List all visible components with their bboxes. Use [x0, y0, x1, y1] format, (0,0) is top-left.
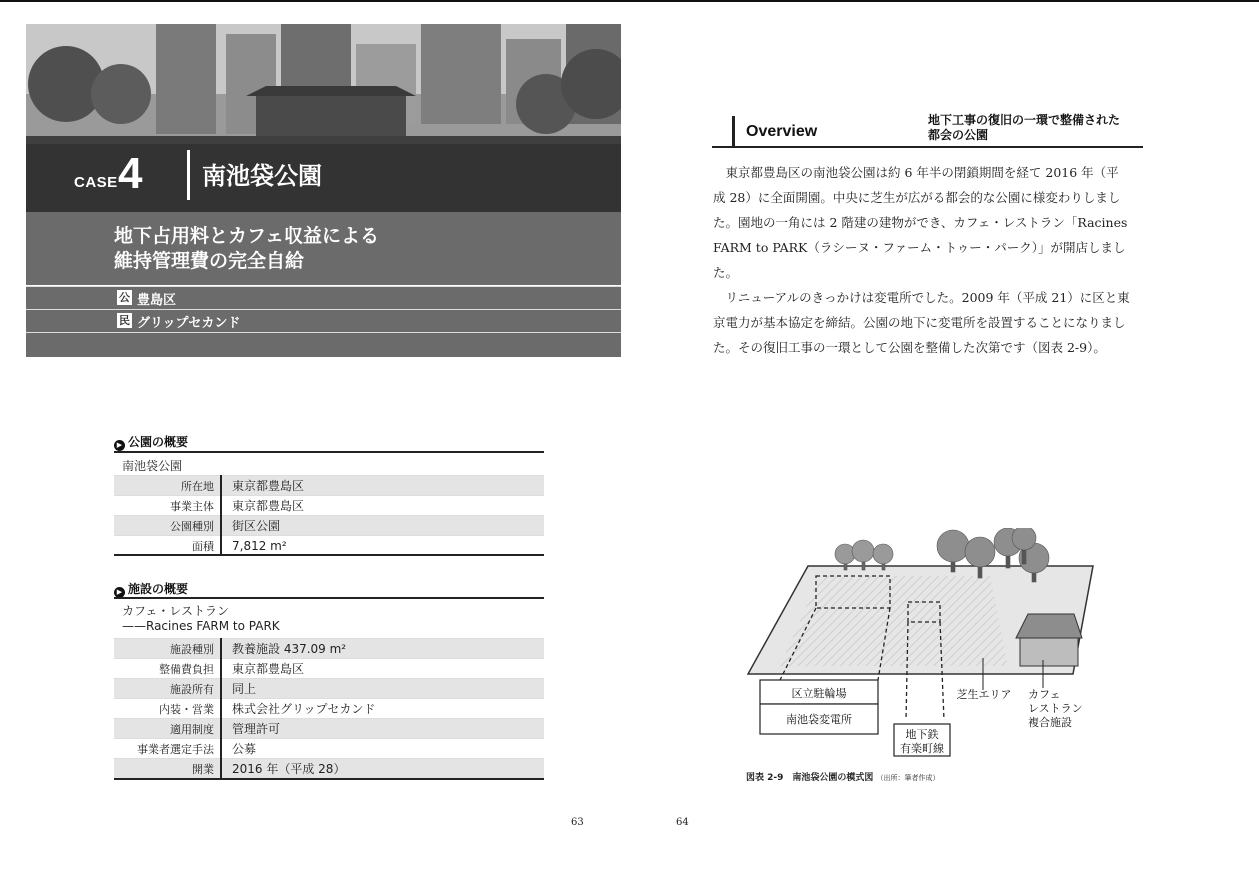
text-line: リニューアルのきっかけは変電所でした。2009 年（平成 21）に区と東: [713, 290, 1130, 305]
text-line: た。その復旧工事の一環として公園を整備した次第です（図表 2-9）。: [713, 340, 1106, 355]
private-sector-name: グリップセカンド: [137, 316, 241, 331]
text-line: 成 28）に全面開園。中央に芝生が広がる都会的な公園に様変わりしまし: [713, 190, 1121, 205]
table-row: [114, 496, 544, 516]
subtitle-line: 維持管理費の完全自給: [114, 250, 305, 272]
lawn-area: [780, 576, 1008, 666]
play-arrow-icon: ▶: [114, 440, 125, 451]
heading-text: 公園の概要: [128, 435, 189, 449]
row-value: 2016 年（平成 28）: [221, 759, 544, 779]
row-key: 施設所有: [114, 679, 221, 699]
heading-text: 施設の概要: [128, 582, 189, 596]
text-line: 東京都豊島区の南池袋公園は約 6 年半の閉鎖期間を経て 2016 年（平: [713, 165, 1119, 180]
label-parking: 区立駐輪場: [791, 687, 847, 700]
row-value: 教養施設 437.09 m²: [221, 639, 544, 659]
row-key: 事業者選定手法: [114, 739, 221, 759]
table-row: [114, 699, 544, 719]
caption-source: （出所：筆者作成）: [876, 774, 940, 782]
public-icon: 公: [119, 291, 130, 304]
overview-bar: [732, 116, 735, 147]
rule: [114, 597, 544, 599]
row-key: 開業: [114, 759, 221, 779]
paragraph-2: [713, 285, 1143, 360]
case-label: CASE: [74, 174, 118, 191]
row-key: 適用制度: [114, 719, 221, 739]
top-border: [0, 0, 1259, 2]
label-subway-1: 地下鉄: [905, 728, 939, 741]
row-value: 7,812 m²: [221, 536, 544, 556]
page-number-left: 63: [571, 817, 584, 828]
text-line: た。園地の一角には 2 階建の建物ができ、カフェ・レストラン「Racines: [713, 215, 1128, 230]
subtitle-line: 地下占用料とカフェ収益による: [114, 225, 380, 247]
header-bottom-band: [26, 332, 621, 357]
rule: [114, 451, 544, 453]
park-name: 南池袋公園: [122, 459, 183, 473]
row-key: 公園種別: [114, 516, 221, 536]
park-overview-heading: [114, 433, 544, 451]
overview-label: Overview: [746, 123, 818, 140]
row-key: 面積: [114, 536, 221, 556]
table-row: [114, 639, 544, 659]
case-subtitle: [114, 224, 534, 274]
table-row: [114, 536, 544, 556]
overview-subtitle-line: 都会の公園: [928, 128, 989, 142]
row-value: 公募: [221, 739, 544, 759]
label-subway-2: 有楽町線: [900, 742, 944, 755]
park-name-title: 南池袋公園: [202, 162, 322, 190]
row-value: 株式会社グリップセカンド: [221, 699, 544, 719]
private-sector-tag: [26, 309, 621, 332]
paragraph-1: [713, 160, 1143, 285]
text-line: た。: [713, 265, 739, 280]
facility-overview-table: [114, 638, 544, 778]
table-row: [114, 759, 544, 779]
table-row: [114, 739, 544, 759]
label-lawn: 芝生エリア: [956, 688, 1012, 701]
public-sector-name: 豊島区: [137, 293, 177, 308]
table-row: [114, 719, 544, 739]
overview-rule: [712, 146, 1143, 148]
row-key: 所在地: [114, 476, 221, 496]
page-number-right: 64: [676, 817, 689, 828]
label-cafe-2: レストラン: [1028, 702, 1083, 715]
row-value: 東京都豊島区: [221, 496, 544, 516]
row-value: 管理許可: [221, 719, 544, 739]
park-schematic-diagram: [740, 528, 1110, 767]
case-divider: [187, 150, 190, 200]
row-value: 街区公園: [221, 516, 544, 536]
row-key: 整備費負担: [114, 659, 221, 679]
subtitle-box: [26, 212, 621, 285]
park-overview-table: [114, 475, 544, 555]
row-key: 施設種別: [114, 639, 221, 659]
row-value: 東京都豊島区: [221, 476, 544, 496]
row-key: 内装・営業: [114, 699, 221, 719]
row-value: 同上: [221, 679, 544, 699]
label-cafe-1: カフェ: [1028, 688, 1061, 701]
table-row: [114, 659, 544, 679]
text-line: FARM to PARK（ラシーヌ・ファーム・トゥー・パーク）」が開店しまし: [713, 240, 1126, 255]
overview-subtitle-line: 地下工事の復旧の一環で整備された: [928, 113, 1121, 127]
facility-overview-heading: [114, 580, 544, 598]
text-line: 京電力が基本協定を締結。公園の地下に変電所を設置することになりまし: [713, 315, 1126, 330]
figure-caption: [746, 770, 940, 783]
label-substation: 南池袋変電所: [786, 713, 852, 726]
table-row: [114, 679, 544, 699]
row-value: 東京都豊島区: [221, 659, 544, 679]
table-row: [114, 516, 544, 536]
table-row: [114, 476, 544, 496]
case-heading: [26, 146, 621, 212]
row-key: 事業主体: [114, 496, 221, 516]
label-cafe-3: 複合施設: [1028, 716, 1072, 729]
caption-text: 図表 2-9 南池袋公園の模式図: [746, 773, 874, 783]
case-number: 4: [118, 149, 143, 198]
rule: [114, 778, 544, 780]
play-arrow-icon: ▶: [114, 587, 125, 598]
public-sector-tag: [26, 286, 621, 309]
cafe-building: [1016, 614, 1082, 666]
rule: [114, 554, 544, 556]
facility-name: カフェ・レストラン: [122, 604, 230, 618]
overview-subtitle: [928, 113, 1120, 143]
tree-icon: [835, 540, 893, 570]
private-icon: 民: [119, 314, 130, 327]
facility-name-en: ——Racines FARM to PARK: [122, 619, 280, 633]
